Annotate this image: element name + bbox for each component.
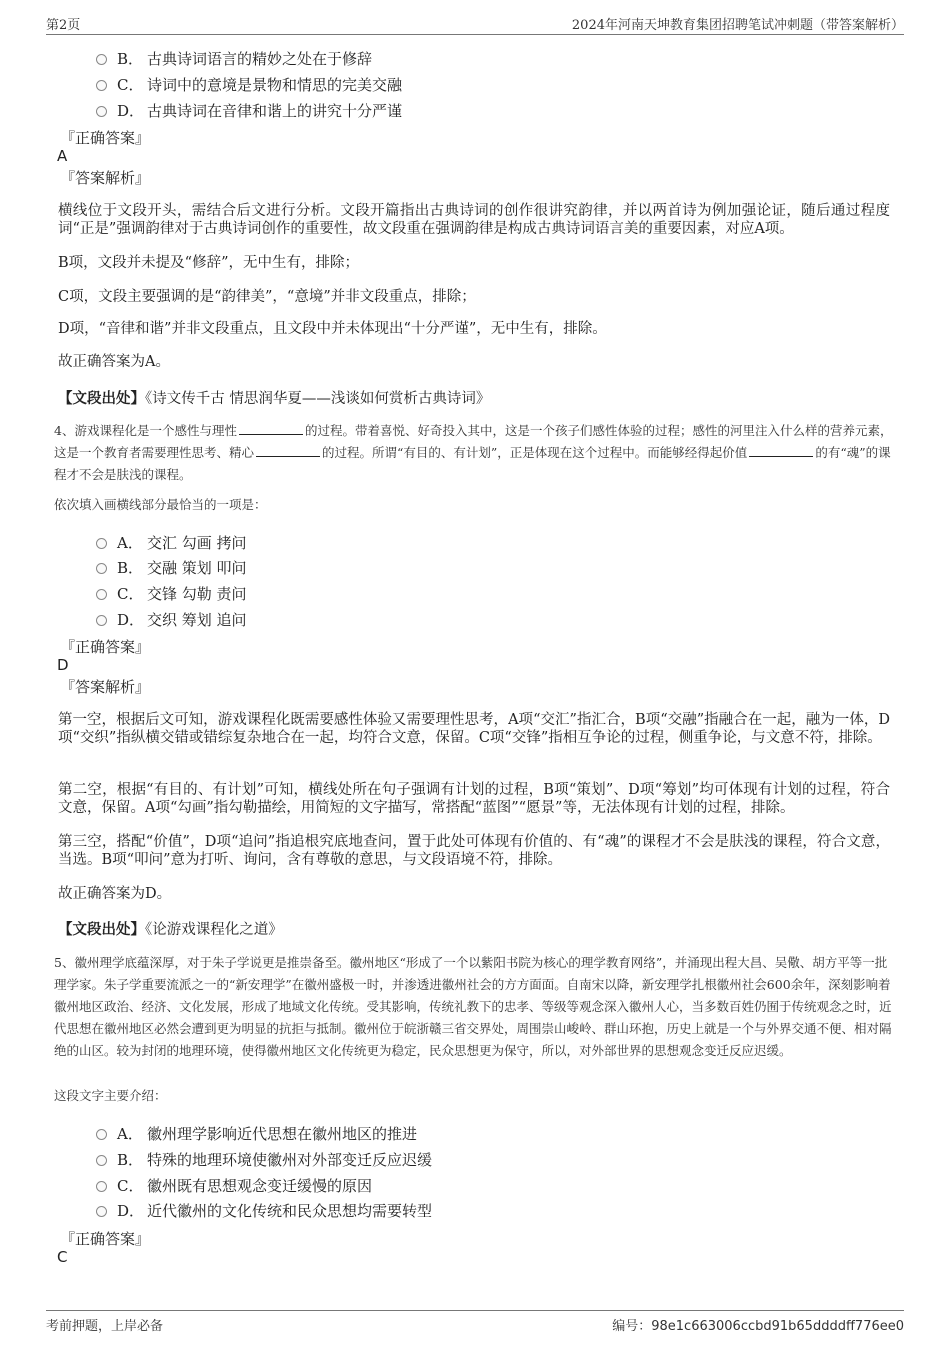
q5-option-c[interactable]: C． 徽州既有思想观念变迁缓慢的原因 bbox=[96, 1175, 372, 1195]
q3-analysis-p1: 横线位于文段开头，需结合后文进行分析。文段开篇指出古典诗词的创作很讲究韵律，并以两首诗为例加强论证，随后通过程度词“正是”强调韵律对于古典诗词创作的重要性，故文段重在强调韵律是构成古典诗词语言美的重要因素，对应A项。 bbox=[58, 203, 890, 237]
q3-answer-label: 『正确答案』 bbox=[60, 129, 151, 147]
q5-prompt: 这段文字主要介绍： bbox=[54, 1088, 167, 1103]
radio-icon[interactable] bbox=[96, 80, 107, 91]
q3-analysis-p4: D项，“音律和谐”并非文段重点，且文段中并未体现出“十分严谨”，无中生有，排除。 bbox=[58, 321, 607, 337]
document-title: 2024年河南天坤教育集团招聘笔试冲刺题（带答案解析） bbox=[571, 18, 904, 33]
q3-option-d[interactable]: D． 古典诗词在音律和谐上的讲究十分严谨 bbox=[96, 100, 402, 120]
radio-icon[interactable] bbox=[96, 538, 107, 549]
q5-answer: C bbox=[57, 1248, 68, 1266]
document-code: 编号：98e1c663006ccbd91b65ddddff776ee0 bbox=[612, 1319, 904, 1334]
radio-icon[interactable] bbox=[96, 589, 107, 600]
radio-icon[interactable] bbox=[96, 563, 107, 574]
q3-option-b[interactable]: B． 古典诗词语言的精妙之处在于修辞 bbox=[96, 48, 372, 68]
q4-analysis-p1: 第一空，根据后文可知，游戏课程化既需要感性体验又需要理性思考，A项“交汇”指汇合，B项“交融”指融合在一起，融为一体，D项“交织”指纵横交错或错综复杂地合在一起，均符合文意，保留。C项“交锋”指相互争论的过程，侧重争论，与文意不符，排除。 bbox=[58, 712, 890, 746]
q4-analysis-p2: 第二空，根据“有目的、有计划”可知，横线处所在句子强调有计划的过程，B项“策划”、D项“筹划”均可体现有计划的过程，符合文意，保留。A项“勾画”指勾勒描绘，用简短的文字描写，常搭配“蓝图”“愿景”等，无法体现有计划的过程，排除。 bbox=[58, 782, 890, 816]
q4-analysis-p3: 第三空，搭配“价值”，D项“追问”指追根究底地查问，置于此处可体现有价值的、有“魂”的课程才不会是肤浅的课程，符合文意，当选。B项“叩问”意为打听、询问，含有尊敬的意思，与文段语境不符，排除。 bbox=[58, 834, 890, 868]
q4-source: 【文段出处】《论游戏课程化之道》 bbox=[58, 921, 283, 938]
radio-icon[interactable] bbox=[96, 1155, 107, 1166]
radio-icon[interactable] bbox=[96, 1181, 107, 1192]
q4-option-a[interactable]: A． 交汇 勾画 拷问 bbox=[96, 532, 247, 552]
q3-source: 【文段出处】《诗文传千古 情思润华夏——浅谈如何赏析古典诗词》 bbox=[58, 390, 491, 407]
q5-option-a[interactable]: A． 徽州理学影响近代思想在徽州地区的推进 bbox=[96, 1123, 417, 1143]
q5-option-d[interactable]: D． 近代徽州的文化传统和民众思想均需要转型 bbox=[96, 1200, 432, 1220]
q4-analysis-p4: 故正确答案为D。 bbox=[58, 886, 172, 902]
page-number: 第2页 bbox=[46, 18, 81, 33]
blank-3 bbox=[749, 445, 813, 457]
q3-option-c[interactable]: C． 诗词中的意境是景物和情思的完美交融 bbox=[96, 74, 402, 94]
q5-stem: 5、徽州理学底蕴深厚，对于朱子学说更是推崇备至。徽州地区“形成了一个以紫阳书院为核心的理学教育网络”，并涌现出程大昌、吴儆、胡方平等一批理学家。朱子学重要流派之一的“新安理学”在徽州盛极一时，并渗透进徽州社会的方方面面。自南宋以降，新安理学扎根徽州社会600余年，深刻影响着徽州地区政治、经济、文化发展，形成了地域文化传统。受其影响，传统礼教下的忠孝、等级等观念深入徽州人心，当多数百姓仍囿于传统观念之时，近代思想在徽州地区必然会遭到更为明显的抗拒与抵制。徽州位于皖浙赣三省交界处，周围崇山峻岭、群山环抱，历史上就是一个与外界交通不便、相对隔绝的山区。较为封闭的地理环境，使得徽州地区文化传统更为稳定，民众思想更为保守，所以，对外部世界的思想观念变迁反应迟缓。 bbox=[54, 955, 892, 1058]
q3-analysis-p2: B项，文段并未提及“修辞”，无中生有，排除； bbox=[58, 255, 359, 271]
radio-icon[interactable] bbox=[96, 615, 107, 626]
q3-analysis-p3: C项，文段主要强调的是“韵律美”，“意境”并非文段重点，排除； bbox=[58, 289, 476, 305]
q4-stem: 4、游戏课程化是一个感性与理性 的过程。带着喜悦、好奇投入其中，这是一个孩子们感性体验的过程；感性的河里注入什么样的营养元素，这是一个教育者需要理性思考、精心 的过程。所谓“有目的、有计划”，正是体现在这个过程中。而能够经得起价值 的有“魂”的课程才不会是肤浅的课程。 bbox=[54, 423, 893, 482]
q5-option-b[interactable]: B． 特殊的地理环境使徽州对外部变迁反应迟缓 bbox=[96, 1149, 432, 1169]
q4-prompt: 依次填入画横线部分最恰当的一项是： bbox=[54, 497, 267, 512]
radio-icon[interactable] bbox=[96, 54, 107, 65]
footer-slogan: 考前押题，上岸必备 bbox=[46, 1319, 164, 1334]
q4-option-b[interactable]: B． 交融 策划 叩问 bbox=[96, 557, 247, 577]
q3-analysis-p5: 故正确答案为A。 bbox=[58, 354, 170, 370]
q5-answer-label: 『正确答案』 bbox=[60, 1230, 151, 1248]
page-header bbox=[46, 14, 904, 35]
radio-icon[interactable] bbox=[96, 1129, 107, 1140]
blank-1 bbox=[239, 423, 303, 435]
page-footer bbox=[46, 1310, 904, 1337]
q4-analysis-label: 『答案解析』 bbox=[60, 678, 151, 696]
q4-answer-label: 『正确答案』 bbox=[60, 638, 151, 656]
q4-option-d[interactable]: D． 交织 筹划 追问 bbox=[96, 609, 247, 629]
q3-answer: A bbox=[57, 147, 68, 165]
radio-icon[interactable] bbox=[96, 1206, 107, 1217]
radio-icon[interactable] bbox=[96, 106, 107, 117]
q3-analysis-label: 『答案解析』 bbox=[60, 169, 151, 187]
blank-2 bbox=[256, 445, 320, 457]
q4-option-c[interactable]: C． 交锋 勾勒 责问 bbox=[96, 583, 247, 603]
q4-answer: D bbox=[57, 656, 69, 674]
